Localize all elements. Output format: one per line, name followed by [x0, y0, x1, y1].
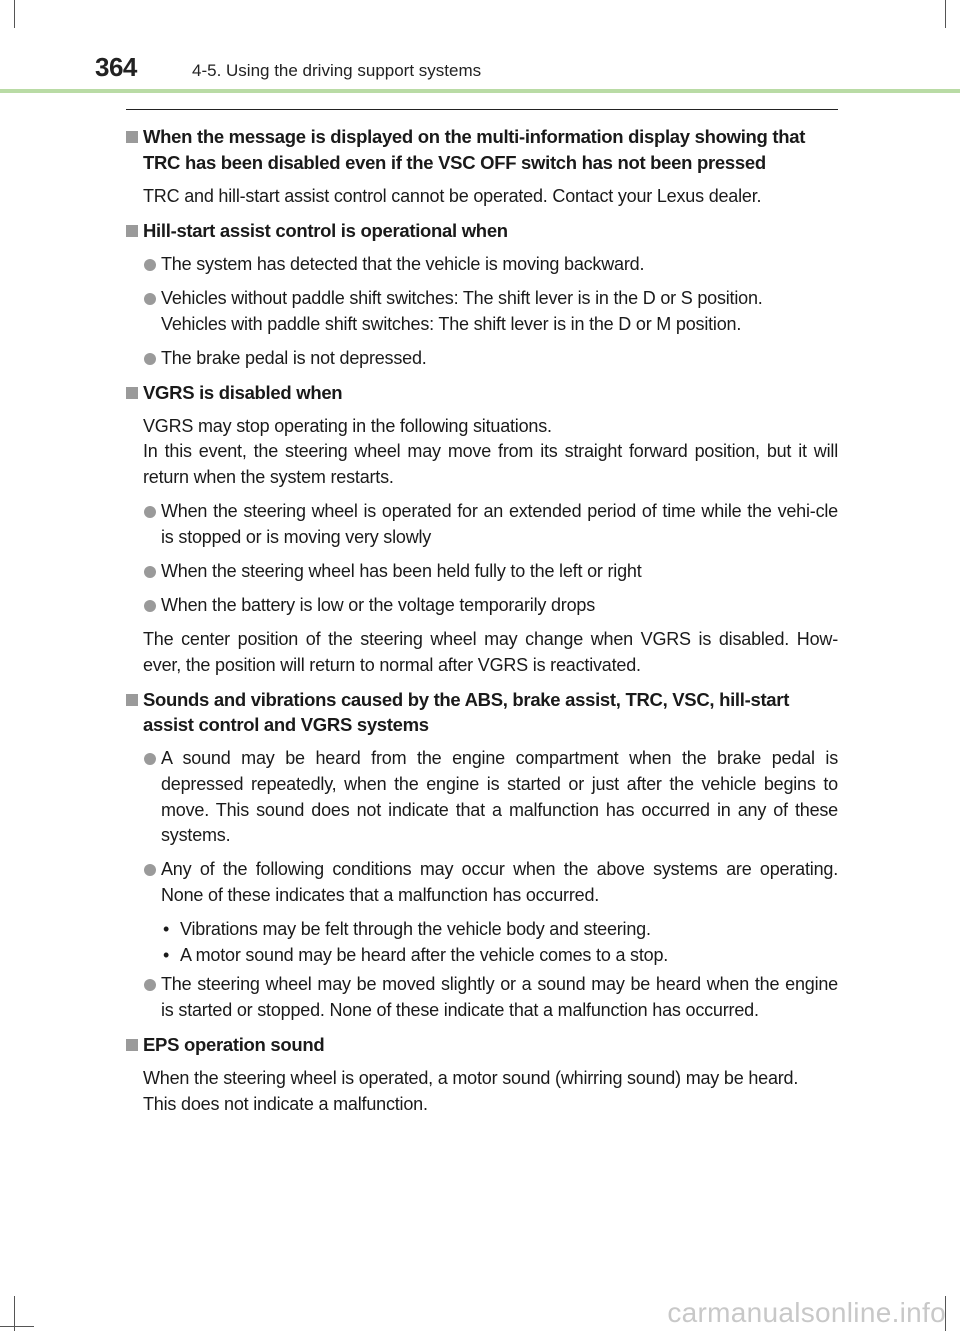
dot-marker: • [163, 918, 170, 939]
list-item [126, 972, 838, 1023]
sub-list-item [126, 943, 838, 969]
list-item-text: A sound may be heard from the engine compartment when the brake pedal is depressed repeatedly, when the engine is started or just after the vehicle begins to move. This sound does not indicate that a malfunction has occurred in any of these systems. [161, 748, 838, 846]
list-item-text: Vehicles with paddle shift switches: The shift lever is in the D or M position. [161, 313, 742, 334]
list-item [126, 746, 838, 848]
paragraph-line: VGRS may stop operating in the following situations. [143, 415, 552, 436]
circle-bullet-icon [144, 566, 156, 578]
crop-mark-bottom-left-h [0, 1326, 34, 1327]
circle-bullet-icon [144, 506, 156, 518]
paragraph: TRC and hill-start assist control cannot be operated. Contact your Lexus dealer. [143, 185, 762, 206]
paragraph-line: In this event, the steering wheel may move from its straight forward position, but it will return when the system restarts. [143, 441, 838, 488]
heading-text: EPS operation sound [143, 1033, 325, 1055]
section-heading [126, 218, 838, 244]
circle-bullet-icon [144, 353, 156, 365]
heading-text: Sounds and vibrations caused by the ABS, brake assist, TRC, VSC, hill-start assist control and VGRS systems [143, 688, 790, 736]
page-header [0, 0, 960, 95]
circle-bullet-icon [144, 259, 156, 271]
sub-list-item-text: A motor sound may be heard after the vehicle comes to a stop. [180, 944, 669, 965]
heading-text: Hill-start assist control is operational when [143, 219, 508, 241]
content-top-rule [126, 109, 838, 110]
circle-bullet-icon [144, 864, 156, 876]
paragraph [126, 414, 838, 491]
list-item [126, 346, 838, 372]
circle-bullet-icon [144, 753, 156, 765]
list-item-text: When the battery is low or the voltage temporarily drops [161, 594, 596, 615]
list-item [126, 857, 838, 908]
paragraph: The center position of the steering wheel may change when VGRS is disabled. How-ever, the position will return to normal after VGRS is reactivated. [143, 629, 838, 675]
circle-bullet-icon [144, 293, 156, 305]
sub-list-item [126, 917, 838, 943]
list-item-text: The system has detected that the vehicle is moving backward. [161, 253, 645, 274]
square-bullet-icon [126, 694, 138, 706]
list-item-text: Any of the following conditions may occur when the above systems are operating. None of these indicates that a malfunction has occurred. [161, 859, 838, 905]
square-bullet-icon [126, 1039, 138, 1051]
circle-bullet-icon [144, 600, 156, 612]
list-item [126, 499, 838, 550]
section-heading [126, 124, 838, 175]
section-heading [126, 380, 838, 406]
list-item-text: Vehicles without paddle shift switches: The shift lever is in the D or S position. [161, 287, 763, 308]
list-item [126, 286, 838, 337]
list-item [126, 593, 838, 619]
list-item-text: When the steering wheel has been held fully to the left or right [161, 560, 642, 581]
circle-bullet-icon [144, 979, 156, 991]
sub-list-item-text: Vibrations may be felt through the vehicle body and steering. [180, 918, 651, 939]
dot-marker: • [163, 944, 170, 965]
heading-text: When the message is displayed on the multi-information display showing that TRC has been disabled even if the VSC OFF switch has not been pressed [143, 126, 806, 173]
list-item [126, 252, 838, 278]
paragraph [126, 1066, 838, 1117]
page-number: 364 [95, 52, 137, 82]
list-item-text: The steering wheel may be moved slightly or a sound may be heard when the engine is started or stopped. None of these indicate that a malfunction has occurred. [161, 974, 838, 1020]
section-heading [126, 1032, 838, 1058]
section-heading [126, 687, 838, 738]
square-bullet-icon [126, 387, 138, 399]
square-bullet-icon [126, 225, 138, 237]
square-bullet-icon [126, 131, 138, 143]
paragraph-line: This does not indicate a malfunction. [143, 1093, 428, 1114]
list-item [126, 559, 838, 585]
watermark: carmanualsonline.info [667, 1297, 946, 1328]
heading-text: VGRS is disabled when [143, 381, 343, 403]
page-content [126, 124, 838, 1126]
list-item-text: When the steering wheel is operated for an extended period of time while the vehi-cle is stopped or is moving very slowly [161, 501, 838, 547]
section-title: 4-5. Using the driving support systems [192, 61, 482, 80]
list-item-text: The brake pedal is not depressed. [161, 347, 427, 368]
paragraph-line: When the steering wheel is operated, a motor sound (whirring sound) may be heard. [143, 1067, 799, 1088]
header-rule [0, 89, 960, 93]
